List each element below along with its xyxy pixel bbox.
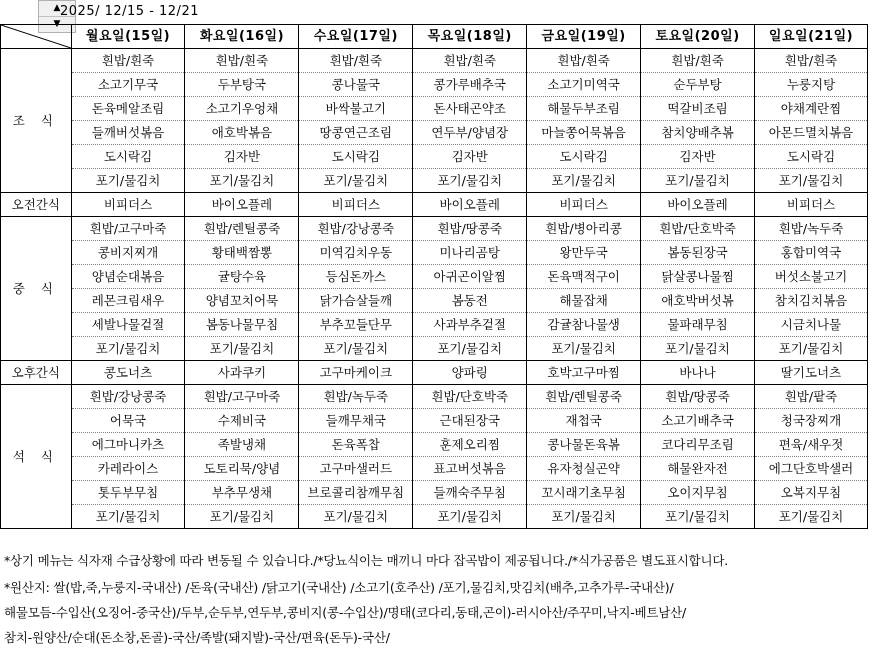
menu-item: 버섯소불고기	[755, 265, 868, 289]
menu-item: 감귤참나물생	[527, 313, 641, 337]
menu-item: 바싹불고기	[299, 97, 413, 121]
note-line-4: 참치-원양산/순대(돈소창,돈골)-국산/족발(돼지발)-국산/편육(돈두)-국산/	[4, 630, 390, 645]
note-line-2: *원산지: 쌀(밥,죽,누룽지-국내산) /돈육(국내산) /닭고기(국내산) /소고기(호주산) /포기,물김치,맛김치(배추,고추가루-국내산)/	[4, 580, 674, 595]
menu-item: 양념순대볶음	[71, 265, 185, 289]
menu-item: 흰밥/흰죽	[641, 49, 755, 73]
menu-item: 표고버섯볶음	[413, 457, 527, 481]
menu-item: 소고기배추국	[641, 409, 755, 433]
snack-item: 바나나	[641, 361, 755, 385]
menu-item: 레몬크림새우	[71, 289, 185, 313]
menu-item: 포기/물김치	[413, 505, 527, 529]
menu-item: 오이지무침	[641, 481, 755, 505]
menu-item: 애호박버섯볶	[641, 289, 755, 313]
menu-item: 에그단호박샐러	[755, 457, 868, 481]
breakfast-row	[1, 97, 868, 121]
afternoon_snack-row	[1, 361, 868, 385]
morning_snack-row	[1, 193, 868, 217]
menu-item: 사과부추겉절	[413, 313, 527, 337]
menu-item: 황태백짬뽕	[185, 241, 299, 265]
menu-item: 소고기무국	[71, 73, 185, 97]
dinner-label: 석 식	[1, 385, 72, 529]
menu-item: 양념꼬치어묵	[185, 289, 299, 313]
menu-item: 청국장찌개	[755, 409, 868, 433]
menu-item: 포기/물김치	[413, 169, 527, 193]
day-header: 일요일(21일)	[755, 25, 868, 49]
menu-item: 흰밥/흰죽	[185, 49, 299, 73]
morning_snack-label: 오전간식	[1, 193, 72, 217]
menu-item: 봄동된장국	[641, 241, 755, 265]
menu-item: 포기/물김치	[641, 337, 755, 361]
snack-item: 비피더스	[755, 193, 868, 217]
day-header: 월요일(15일)	[71, 25, 185, 49]
snack-item: 양파링	[413, 361, 527, 385]
lunch-row	[1, 313, 868, 337]
corner-cell	[1, 25, 72, 49]
snack-item: 호박고구마찜	[527, 361, 641, 385]
menu-item: 해물잡채	[527, 289, 641, 313]
menu-item: 포기/물김치	[527, 505, 641, 529]
menu-item: 도시락김	[527, 145, 641, 169]
menu-item: 물파래무침	[641, 313, 755, 337]
lunch-row	[1, 265, 868, 289]
menu-item: 톳두부무침	[71, 481, 185, 505]
menu-item: 포기/물김치	[185, 505, 299, 529]
menu-item: 해물두부조림	[527, 97, 641, 121]
menu-item: 브로콜리참깨무침	[299, 481, 413, 505]
menu-item: 포기/물김치	[641, 505, 755, 529]
breakfast-row	[1, 145, 868, 169]
menu-item: 돈사태곤약조	[413, 97, 527, 121]
menu-item: 족발냉채	[185, 433, 299, 457]
menu-item: 닭가슴살들깨	[299, 289, 413, 313]
spinner-up-button[interactable]: ▲	[39, 1, 75, 17]
menu-item: 홍합미역국	[755, 241, 868, 265]
breakfast-row	[1, 169, 868, 193]
menu-item: 김자반	[413, 145, 527, 169]
dinner-row	[1, 385, 868, 409]
dinner-row	[1, 457, 868, 481]
menu-item: 흰밥/팥죽	[755, 385, 868, 409]
snack-item: 비피더스	[71, 193, 185, 217]
menu-item: 흰밥/흰죽	[527, 49, 641, 73]
menu-item: 흰밥/강낭콩죽	[71, 385, 185, 409]
menu-item: 도시락김	[299, 145, 413, 169]
menu-item: 시금치나물	[755, 313, 868, 337]
menu-item: 흰밥/강낭콩죽	[299, 217, 413, 241]
snack-item: 바이오플레	[413, 193, 527, 217]
snack-item: 바이오플레	[185, 193, 299, 217]
menu-item: 연두부/양념장	[413, 121, 527, 145]
menu-item: 콩가루배추국	[413, 73, 527, 97]
menu-item: 세발나물겉절	[71, 313, 185, 337]
snack-item: 비피더스	[527, 193, 641, 217]
menu-item: 도시락김	[71, 145, 185, 169]
menu-item: 흰밥/고구마죽	[185, 385, 299, 409]
menu-item: 포기/물김치	[413, 337, 527, 361]
dinner-row	[1, 505, 868, 529]
menu-item: 흰밥/땅콩죽	[641, 385, 755, 409]
day-header: 수요일(17일)	[299, 25, 413, 49]
menu-item: 포기/물김치	[71, 337, 185, 361]
lunch-row	[1, 337, 868, 361]
menu-item: 들깨숙주무침	[413, 481, 527, 505]
menu-item: 포기/물김치	[299, 337, 413, 361]
day-header-row	[1, 25, 868, 49]
menu-item: 마늘쫑어묵볶음	[527, 121, 641, 145]
menu-item: 등심돈까스	[299, 265, 413, 289]
menu-item: 어묵국	[71, 409, 185, 433]
menu-item: 유자청실곤약	[527, 457, 641, 481]
menu-item: 도토리묵/양념	[185, 457, 299, 481]
menu-item: 코다리무조림	[641, 433, 755, 457]
menu-item: 부추무생채	[185, 481, 299, 505]
snack-item: 딸기도너츠	[755, 361, 868, 385]
menu-item: 들깨버섯볶음	[71, 121, 185, 145]
menu-item: 포기/물김치	[185, 337, 299, 361]
menu-item: 아귀곤이알찜	[413, 265, 527, 289]
dinner-row	[1, 481, 868, 505]
menu-item: 야채계란찜	[755, 97, 868, 121]
snack-item: 비피더스	[299, 193, 413, 217]
menu-item: 편육/새우젓	[755, 433, 868, 457]
menu-item: 포기/물김치	[185, 169, 299, 193]
menu-item: 순두부탕	[641, 73, 755, 97]
menu-item: 소고기미역국	[527, 73, 641, 97]
menu-item: 해물완자전	[641, 457, 755, 481]
menu-item: 재첩국	[527, 409, 641, 433]
date-range: 2025/ 12/15 - 12/21	[60, 4, 199, 19]
menu-item: 고구마샐러드	[299, 457, 413, 481]
dinner-row	[1, 409, 868, 433]
menu-item: 흰밥/흰죽	[755, 49, 868, 73]
menu-item: 닭살콩나물찜	[641, 265, 755, 289]
day-header: 토요일(20일)	[641, 25, 755, 49]
menu-item: 돈육메알조림	[71, 97, 185, 121]
menu-item: 미역김치우동	[299, 241, 413, 265]
snack-item: 고구마케이크	[299, 361, 413, 385]
menu-item: 포기/물김치	[299, 505, 413, 529]
menu-item: 포기/물김치	[641, 169, 755, 193]
menu-item: 왕만두국	[527, 241, 641, 265]
dinner-row	[1, 433, 868, 457]
snack-item: 콩도너츠	[71, 361, 185, 385]
day-header: 화요일(16일)	[185, 25, 299, 49]
menu-item: 누룽지탕	[755, 73, 868, 97]
afternoon_snack-label: 오후간식	[1, 361, 72, 385]
menu-item: 포기/물김치	[755, 505, 868, 529]
snack-item: 사과쿠키	[185, 361, 299, 385]
lunch-row	[1, 289, 868, 313]
breakfast-label: 조 식	[1, 49, 72, 193]
menu-item: 들깨무채국	[299, 409, 413, 433]
menu-item: 흰밥/흰죽	[71, 49, 185, 73]
menu-item: 흰밥/병아리콩	[527, 217, 641, 241]
lunch-label: 중 식	[1, 217, 72, 361]
menu-item: 흰밥/단호박죽	[413, 385, 527, 409]
menu-item: 두부탕국	[185, 73, 299, 97]
snack-item: 바이오플레	[641, 193, 755, 217]
menu-item: 흰밥/녹두죽	[755, 217, 868, 241]
note-line-3: 해물모듬-수입산(오징어-중국산)/두부,순두부,연두부,콩비지(콩-수입산)/명태(코다리,동태,곤이)-러시아산/주꾸미,낙지-베트남산/	[4, 605, 687, 620]
menu-item: 오복지무침	[755, 481, 868, 505]
day-header: 목요일(18일)	[413, 25, 527, 49]
menu-item: 포기/물김치	[527, 337, 641, 361]
menu-item: 카레라이스	[71, 457, 185, 481]
menu-item: 귤탕수육	[185, 265, 299, 289]
menu-item: 떡갈비조림	[641, 97, 755, 121]
menu-item: 콩나물돈육볶	[527, 433, 641, 457]
note-line-1: *상기 메뉴는 식자재 수급상황에 따라 변동될 수 있습니다./*당뇨식이는 매끼니 마다 잡곡밥이 제공됩니다./*식가공품은 별도표시합니다.	[4, 553, 729, 568]
menu-item: 흰밥/녹두죽	[299, 385, 413, 409]
menu-item: 흰밥/렌틸콩죽	[527, 385, 641, 409]
menu-item: 포기/물김치	[755, 169, 868, 193]
menu-item: 꼬시래기초무침	[527, 481, 641, 505]
menu-item: 돈육폭찹	[299, 433, 413, 457]
spinner-down-button[interactable]: ▼	[53, 19, 61, 29]
menu-item: 흰밥/흰죽	[413, 49, 527, 73]
weekly-menu-table	[0, 24, 868, 529]
menu-item: 포기/물김치	[299, 169, 413, 193]
menu-item: 봄동나물무침	[185, 313, 299, 337]
menu-item: 도시락김	[755, 145, 868, 169]
menu-item: 훈제오리찜	[413, 433, 527, 457]
lunch-row	[1, 217, 868, 241]
breakfast-row	[1, 121, 868, 145]
menu-item: 포기/물김치	[71, 169, 185, 193]
menu-item: 돈육맥적구이	[527, 265, 641, 289]
menu-item: 아몬드멸치볶음	[755, 121, 868, 145]
menu-item: 에그마니카츠	[71, 433, 185, 457]
menu-item: 김자반	[185, 145, 299, 169]
breakfast-row	[1, 49, 868, 73]
menu-item: 참치김치볶음	[755, 289, 868, 313]
menu-item: 흰밥/렌틸콩죽	[185, 217, 299, 241]
menu-item: 포기/물김치	[527, 169, 641, 193]
menu-item: 소고기우엉채	[185, 97, 299, 121]
menu-item: 애호박볶음	[185, 121, 299, 145]
menu-item: 근대된장국	[413, 409, 527, 433]
menu-item: 참치양배추볶	[641, 121, 755, 145]
lunch-row	[1, 241, 868, 265]
menu-item: 콩비지찌개	[71, 241, 185, 265]
menu-item: 수제비국	[185, 409, 299, 433]
breakfast-row	[1, 73, 868, 97]
menu-item: 봄동전	[413, 289, 527, 313]
menu-item: 흰밥/흰죽	[299, 49, 413, 73]
menu-item: 포기/물김치	[755, 337, 868, 361]
menu-item: 부추꼬들단무	[299, 313, 413, 337]
menu-item: 미나리곰탕	[413, 241, 527, 265]
menu-item: 흰밥/고구마죽	[71, 217, 185, 241]
menu-item: 흰밥/땅콩죽	[413, 217, 527, 241]
menu-item: 김자반	[641, 145, 755, 169]
menu-item: 땅콩연근조림	[299, 121, 413, 145]
day-header: 금요일(19일)	[527, 25, 641, 49]
menu-item: 콩나물국	[299, 73, 413, 97]
menu-item: 흰밥/단호박죽	[641, 217, 755, 241]
menu-item: 포기/물김치	[71, 505, 185, 529]
